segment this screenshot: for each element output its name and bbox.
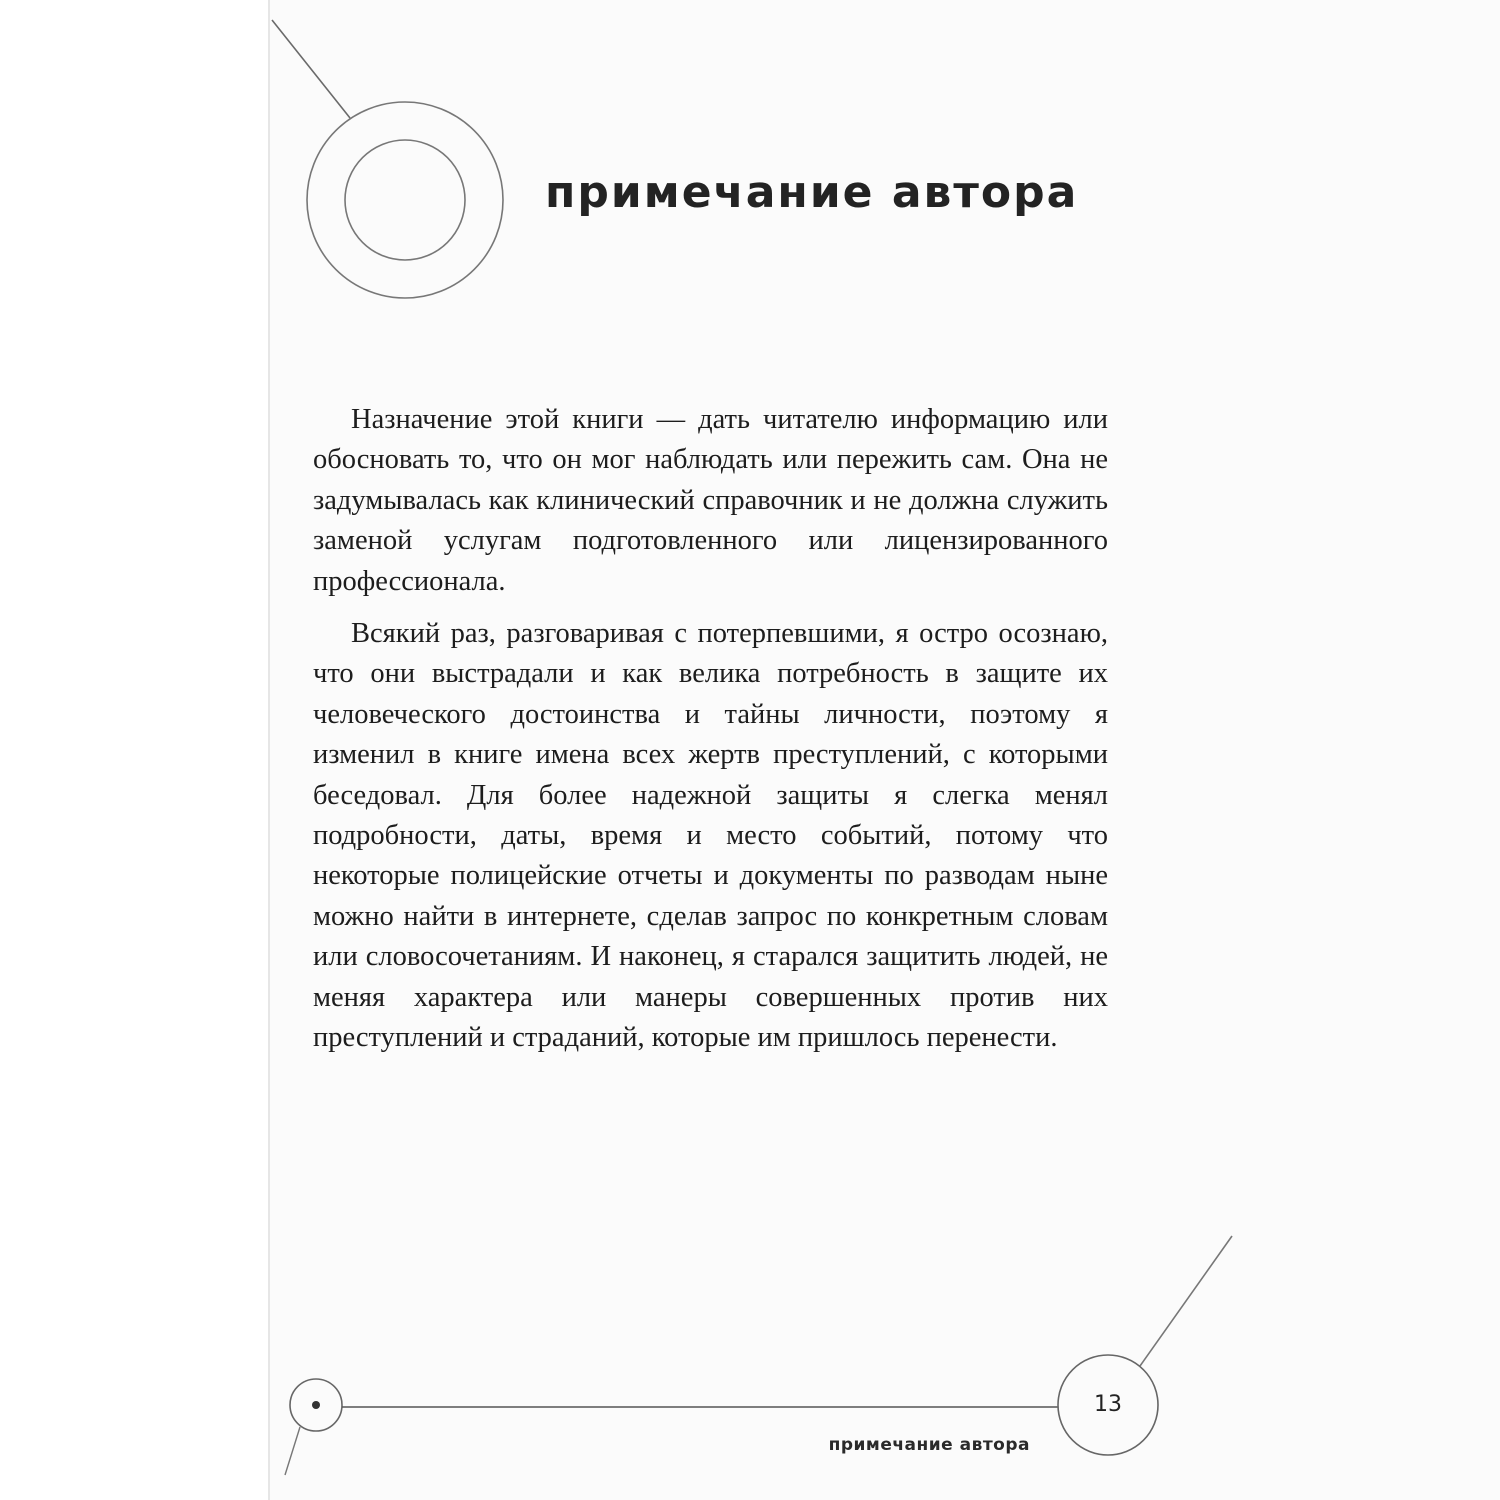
paragraph: Всякий раз, разговаривая с потерпевшими, я остро осознаю, что они выстрадали и как велика потребность в защите их человеческого достоинства и тайны личности, поэтому я изменил в книге имена всех жертв преступлений, с которыми беседовал. Для более надежной защиты я слегка менял подробности, даты, время и место событий, потому что некоторые полицейские отчеты и документы по разводам ныне можно найти в интернете, сделав запрос по конкретным словам или словосочетаниям. И наконец, я старался защитить людей, не меняя характера или манеры совершенных против них преступлений и страданий, которые им пришлось перенести.: [313, 618, 1108, 1054]
body-text: [313, 400, 1108, 1071]
running-footer: примечание автора: [828, 1435, 1030, 1455]
paragraph: Назначение этой книги — дать читателю информацию или обосновать то, что он мог наблюдать или пережить сам. Она не задумывалась как клинический справочник и не должна служить заменой услугам подготовленного или лицензированного профессионала.: [313, 404, 1108, 597]
chapter-title: примечание автора: [545, 167, 1079, 218]
page-number: 13: [1094, 1392, 1122, 1417]
